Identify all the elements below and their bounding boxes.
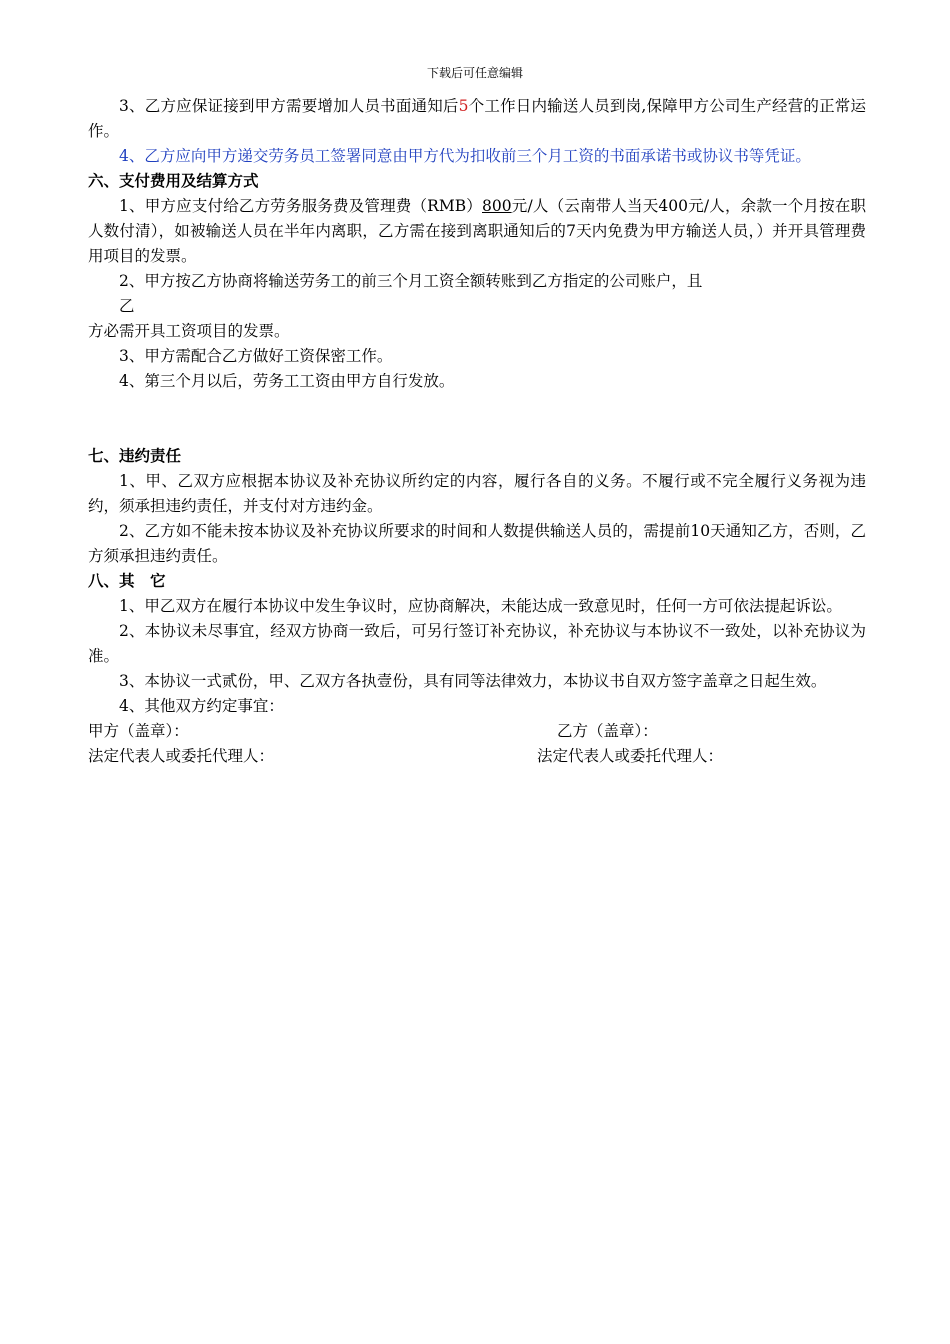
section-8-item-3: 3、本协议一式贰份，甲、乙双方各执壹份，具有同等法律效力，本协议书自双方签字盖章之日起生效。 [119,672,827,690]
clause-text: 元/人（云南带人当天400元/人，余款一个月按在职人数付清），如被输送人员在半年内离职，乙方需在接到离职通知后的7天内免费为甲方输送人员，）并开具管理费用项目的发票。 [88,197,867,265]
party-b-rep-label: 法定代表人或委托代理人： [537,747,724,765]
blank-space [88,394,866,444]
section-7-title: 七、违约责任 [88,447,182,465]
party-a-seal-label: 甲方（盖章）： [88,722,189,740]
section-6-item-3: 3、甲方需配合乙方做好工资保密工作。 [119,347,393,365]
fee-amount: 800 [482,197,512,215]
section-8-item-1: 1、甲乙双方在履行本协议中发生争议时，应协商解决，未能达成一致意见时，任何一方可依法提起诉讼。 [119,597,842,615]
clause-5-item-3 [88,94,866,144]
clause-5-item-4: 4、乙方应向甲方递交劳务员工签署同意由甲方代为扣收前三个月工资的书面承诺书或协议书等凭证。 [119,147,811,165]
agreement-body [88,94,866,769]
section-6-item-2-wrap: 乙 [119,297,135,315]
section-6-item-2-cont: 方必需开具工资项目的发票。 [88,322,290,340]
party-b-seal-label: 乙方（盖章）： [557,722,658,740]
section-6-title: 六、支付费用及结算方式 [88,172,259,190]
section-7-item-2: 2、乙方如不能未按本协议及补充协议所要求的时间和人数提供输送人员的，需提前10天通知乙方，否则，乙方须承担违约责任。 [88,522,866,565]
section-6-item-2: 2、甲方按乙方协商将输送劳务工的前三个月工资全额转账到乙方指定的公司账户，且 [119,272,703,290]
section-8-title: 八、其 它 [88,572,166,590]
section-6-item-1 [88,194,866,269]
clause-text: 1、甲方应支付给乙方劳务服务费及管理费（RMB） [119,197,482,215]
section-7-item-1: 1、甲、乙双方应根据本协议及补充协议所约定的内容，履行各自的义务。不履行或不完全履行义务视为违约，须承担违约责任，并支付对方违约金。 [88,472,866,515]
clause-text: 3、乙方应保证接到甲方需要增加人员书面通知后 [119,97,459,115]
page-header-note: 下载后可任意编辑 [426,66,523,80]
section-8-item-2: 2、本协议未尽事宜，经双方协商一致后，可另行签订补充协议，补充协议与本协议不一致处，以补充协议为准。 [88,622,866,665]
clause-text: 个工作日内输送人员到岗,保障甲方公司生产经营的正常运作。 [88,97,866,140]
section-6-item-4: 4、第三个月以后，劳务工工资由甲方自行发放。 [119,372,455,390]
party-a-rep-label: 法定代表人或委托代理人： [88,747,275,765]
section-8-item-4: 4、其他双方约定事宜： [119,697,284,715]
signature-row-seal [88,719,866,744]
signature-row-representative [88,744,866,769]
days-number: 5 [458,97,469,115]
